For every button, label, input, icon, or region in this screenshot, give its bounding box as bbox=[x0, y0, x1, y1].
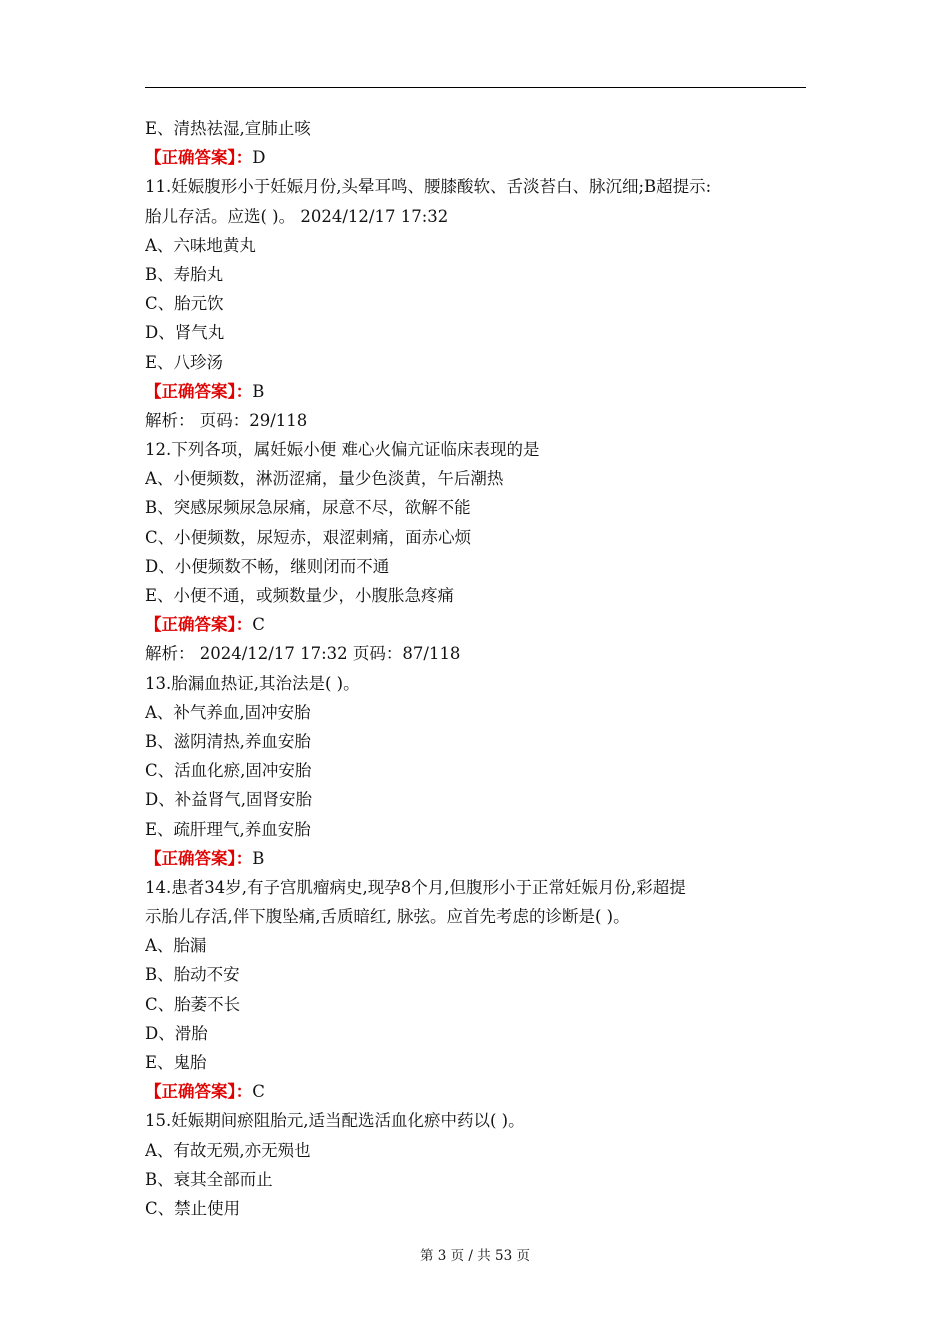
answer-option: B、衰其全部而止 bbox=[145, 1169, 273, 1189]
answer-value: B bbox=[252, 381, 265, 401]
question-text: 胎儿存活。应选( )。 2024/12/17 17:32 bbox=[145, 206, 449, 226]
answer-label: 【正确答案】： bbox=[145, 1082, 253, 1102]
answer-option: E、疏肝理气,养血安胎 bbox=[145, 819, 311, 839]
analysis-line: 解析： 2024/12/17 17:32 页码：87/118 bbox=[145, 644, 461, 664]
answer-option: E、小便不通，或频数量少，小腹胀急疼痛 bbox=[145, 586, 455, 605]
page-footer bbox=[0, 1244, 950, 1264]
answer-label: 【正确答案】： bbox=[145, 381, 253, 401]
correct-answer bbox=[145, 610, 810, 639]
answer-value: B bbox=[252, 848, 265, 868]
answer-option: A、小便频数，淋沥涩痛，量少色淡黄，午后潮热 bbox=[145, 469, 504, 489]
answer-option: B、寿胎丸 bbox=[145, 264, 224, 284]
correct-answer bbox=[145, 143, 810, 172]
question-text: 示胎儿存活,伴下腹坠痛,舌质暗红, 脉弦。应首先考虑的诊断是( )。 bbox=[145, 907, 630, 927]
answer-option: C、禁止使用 bbox=[145, 1198, 241, 1218]
question-text: 12.下列各项，属妊娠小便 难心火偏亢证临床表现的是 bbox=[145, 440, 540, 460]
answer-option: D、滑胎 bbox=[145, 1023, 208, 1043]
answer-option: B、滋阴清热,养血安胎 bbox=[145, 731, 311, 751]
answer-label: 【正确答案】： bbox=[145, 848, 253, 868]
answer-option: D、肾气丸 bbox=[145, 323, 225, 343]
document-body bbox=[145, 114, 810, 1223]
answer-value: D bbox=[252, 148, 266, 168]
header-rule bbox=[145, 87, 806, 88]
answer-value: C bbox=[252, 615, 265, 635]
answer-option: B、胎动不安 bbox=[145, 965, 240, 985]
answer-option: A、六味地黄丸 bbox=[145, 235, 256, 255]
correct-answer bbox=[145, 844, 810, 873]
analysis-line: 解析： 页码：29/118 bbox=[145, 410, 308, 430]
answer-option: C、小便频数，尿短赤，艰涩刺痛，面赤心烦 bbox=[145, 527, 472, 547]
answer-value: C bbox=[252, 1082, 265, 1102]
answer-option: E、鬼胎 bbox=[145, 1053, 207, 1072]
answer-label: 【正确答案】： bbox=[145, 148, 253, 168]
answer-option: E、清热祛湿,宣肺止咳 bbox=[145, 119, 311, 138]
question-text: 14.患者34岁,有子宫肌瘤病史,现孕8个月,但腹形小于正常妊娠月份,彩超提 bbox=[145, 877, 686, 897]
page-number: 第 3 页 / 共 53 页 bbox=[419, 1248, 531, 1264]
correct-answer bbox=[145, 377, 810, 406]
answer-option: D、小便频数不畅，继则闭而不通 bbox=[145, 556, 390, 576]
answer-option: A、胎漏 bbox=[145, 936, 207, 956]
answer-option: B、突感尿频尿急尿痛，尿意不尽，欲解不能 bbox=[145, 498, 471, 518]
answer-option: E、八珍汤 bbox=[145, 352, 224, 372]
question-text: 11.妊娠腹形小于妊娠月份,头晕耳鸣、腰膝酸软、舌淡苔白、脉沉细;B超提示: bbox=[145, 177, 712, 197]
answer-option: C、胎元饮 bbox=[145, 294, 224, 314]
answer-option: A、补气养血,固冲安胎 bbox=[145, 702, 311, 722]
answer-option: C、胎萎不长 bbox=[145, 994, 241, 1014]
answer-option: D、补益肾气,固肾安胎 bbox=[145, 790, 312, 810]
question-text: 13.胎漏血热证,其治法是( )。 bbox=[145, 673, 360, 693]
answer-option: C、活血化瘀,固冲安胎 bbox=[145, 761, 312, 781]
answer-label: 【正确答案】： bbox=[145, 615, 253, 635]
question-text: 15.妊娠期间瘀阻胎元,适当配选活血化瘀中药以( )。 bbox=[145, 1111, 525, 1131]
answer-option: A、有故无殒,亦无殒也 bbox=[145, 1140, 311, 1160]
correct-answer bbox=[145, 1077, 810, 1106]
